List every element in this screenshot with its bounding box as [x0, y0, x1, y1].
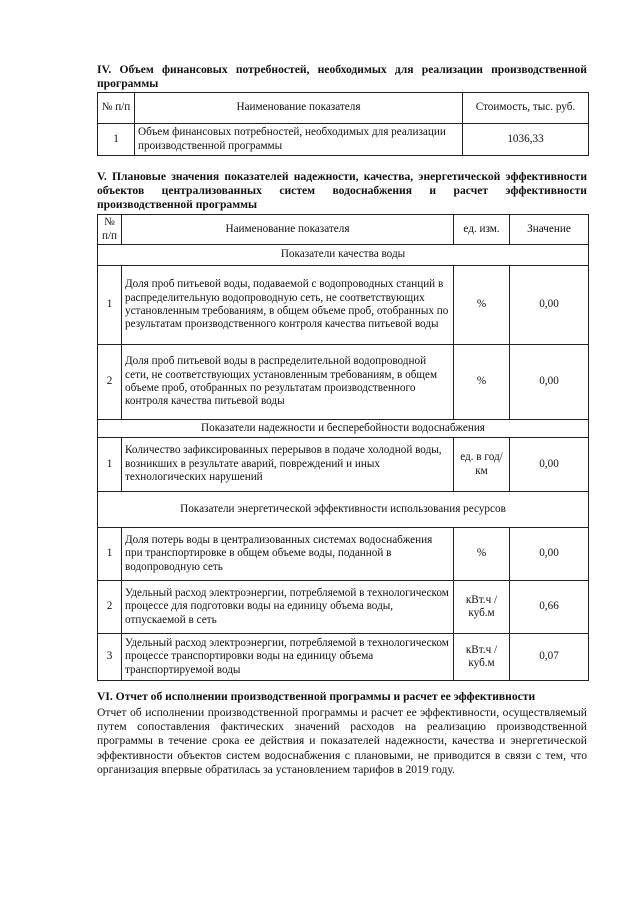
row-num: 3 — [98, 634, 122, 681]
table-header-row — [98, 93, 589, 124]
table-row — [98, 528, 589, 581]
row-num: 2 — [98, 345, 122, 420]
financial-needs-table — [97, 92, 589, 156]
row-name: Количество зафиксированных перерывов в подаче холодной воды, возникших в результате аварий, повреждений и иных технологических нарушений — [122, 438, 454, 492]
row-num: 1 — [98, 124, 135, 156]
section-6-title: VI. Отчет об исполнении производственной программы и расчет ее эффективности — [97, 690, 536, 703]
row-value: 0,00 — [510, 528, 589, 581]
section-4-title: IV. Объем финансовых потребностей, необходимых для реализации производственной программы — [97, 63, 587, 90]
header-num: № п/п — [98, 93, 135, 124]
row-value: 0,07 — [510, 634, 589, 681]
row-name: Доля проб питьевой воды в распределительной водопроводной сети, не соответствующих установленным требованиям, в общем объеме проб, отобранных по результатам производственного контроля качества питьевой воды — [122, 345, 454, 420]
row-value: 0,00 — [510, 266, 589, 345]
row-name: Объем финансовых потребностей, необходимых для реализации производственной программы — [135, 124, 463, 156]
row-num: 2 — [98, 581, 122, 634]
row-value: 0,66 — [510, 581, 589, 634]
header-name: Наименование показателя — [122, 215, 454, 245]
header-name: Наименование показателя — [135, 93, 463, 124]
row-name: Доля потерь воды в централизованных системах водоснабжения при транспортировке в общем объеме воды, поданной в водопроводную сеть — [122, 528, 454, 581]
row-value: 0,00 — [510, 438, 589, 492]
row-name: Доля проб питьевой воды, подаваемой с водопроводных станций в распределительную водопроводную сеть, не соответствующих установленным требованиям, в общем объеме проб, отобранных по результатам производственного контроля качества питьевой воды — [122, 266, 454, 345]
row-unit: % — [454, 345, 510, 420]
row-unit: ед. в год/ км — [454, 438, 510, 492]
row-value: 0,00 — [510, 345, 589, 420]
row-name: Удельный расход электроэнергии, потребляемой в технологическом процессе для подготовки воды на единицу объема воды, отпускаемой в сеть — [122, 581, 454, 634]
table-row — [98, 438, 589, 492]
row-name: Удельный расход электроэнергии, потребляемой в технологическом процессе транспортировки воды на единицу объема транспортируемой воды — [122, 634, 454, 681]
row-num: 1 — [98, 266, 122, 345]
group-title: Показатели надежности и бесперебойности водоснабжения — [98, 420, 589, 438]
row-unit: % — [454, 266, 510, 345]
indicators-table — [97, 214, 589, 681]
section-5-title: V. Плановые значения показателей надежности, качества, энергетической эффективности объектов централизованных систем водоснабжения и расчет эффективности производственной программы — [97, 170, 587, 211]
row-unit: кВт.ч / куб.м — [454, 581, 510, 634]
table-header-row — [98, 215, 589, 245]
row-num: 1 — [98, 528, 122, 581]
row-num: 1 — [98, 438, 122, 492]
group-header-energy — [98, 492, 589, 528]
section-6-body: Отчет об исполнении производственной программы и расчет ее эффективности, осуществляемый путем сопоставления фактических значений расходов на реализацию производственной программы в течение срока ее действия и показателей надежности, качества и энергетической эффективности объектов систем водоснабжения с плановыми, не приводится в связи с тем, что организация впервые обратилась за установлением тарифов в 2019 году. — [97, 706, 587, 776]
row-unit: кВт.ч / куб.м — [454, 634, 510, 681]
header-unit: ед. изм. — [454, 215, 510, 245]
header-cost: Стоимость, тыс. руб. — [463, 93, 589, 124]
group-title: Показатели энергетической эффективности использования ресурсов — [98, 492, 589, 528]
header-value: Значение — [510, 215, 589, 245]
table-row — [98, 266, 589, 345]
table-row — [98, 634, 589, 681]
group-header-reliability — [98, 420, 589, 438]
row-unit: % — [454, 528, 510, 581]
group-header-quality — [98, 245, 589, 266]
table-row — [98, 345, 589, 420]
group-title: Показатели качества воды — [98, 245, 589, 266]
row-value: 1036,33 — [463, 124, 589, 156]
table-row — [98, 581, 589, 634]
table-row — [98, 124, 589, 156]
header-num: № п/п — [98, 215, 122, 245]
